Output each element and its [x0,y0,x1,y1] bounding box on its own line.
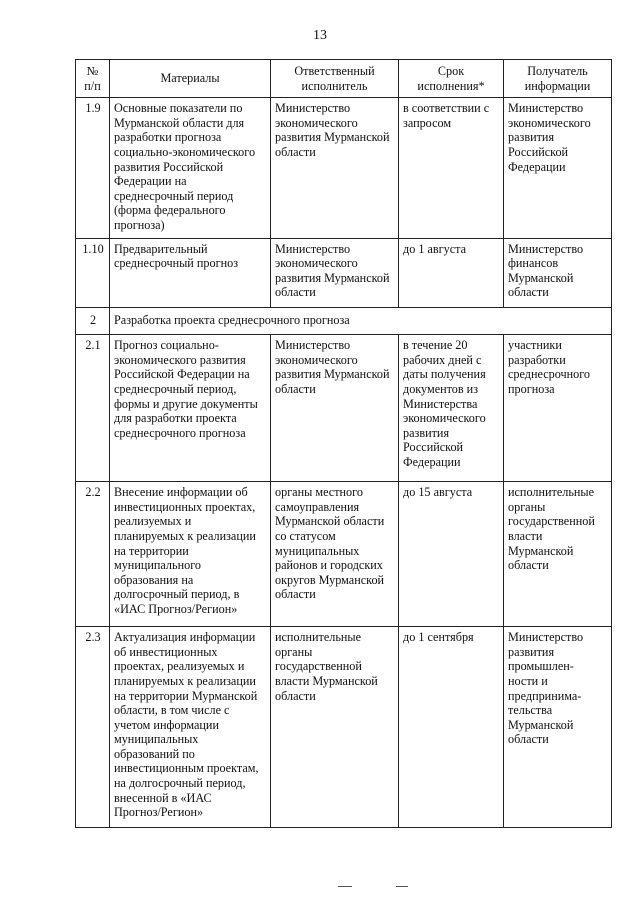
row-recipient: исполнительные органы государственной власти Мурманской области [504,482,612,627]
scan-mark [338,886,352,887]
row-deadline: в соответствии с запросом [399,98,504,238]
row-material: Прогноз социально- экономического развития Российской Федерации на среднесрочный период, формы и другие документы для разработки проекта среднесрочного прогноза [110,335,271,482]
row-material: Актуализация информации об инвестиционных проектах, реализуемых и планируемых к реализации на территории Мурманской области, в том числе с учетом информации муниципальных образований по инвестиционным проектам, на долгосрочный период, внесенной в «ИАС Прогноз/Регион» [110,627,271,828]
table-header-row [76,60,612,98]
header-executor: Ответственный исполнитель [271,60,399,98]
row-deadline: до 1 сентября [399,627,504,828]
section-row [76,307,612,335]
scan-marks [338,886,488,888]
table-row [76,335,612,482]
row-recipient: Министерство экономического развития Российской Федерации [504,98,612,238]
row-deadline: в течение 20 рабочих дней с даты получения документов из Министерства экономического развития Российской Федерации [399,335,504,482]
row-number: 2.2 [76,482,110,627]
page-number: 13 [313,28,327,43]
section-number: 2 [76,307,110,335]
materials-table [75,59,612,828]
row-recipient: Министерство развития промышлен- ности и предпринима- тельства Мурманской области [504,627,612,828]
row-material: Предварительный среднесрочный прогноз [110,238,271,307]
table-row [76,627,612,828]
table-row [76,238,612,307]
header-deadline: Срок исполнения* [399,60,504,98]
row-executor: Министерство экономического развития Мурманской области [271,98,399,238]
row-deadline: до 15 августа [399,482,504,627]
row-number: 2.3 [76,627,110,828]
row-executor: Министерство экономического развития Мурманской области [271,238,399,307]
row-number: 1.10 [76,238,110,307]
row-recipient: участники разработки среднесрочного прогноза [504,335,612,482]
row-executor: органы местного самоуправления Мурманской области со статусом муниципальных районов и городских округов Мурманской области [271,482,399,627]
section-title: Разработка проекта среднесрочного прогноза [110,307,612,335]
header-materials: Материалы [110,60,271,98]
row-material: Основные показатели по Мурманской области для разработки прогноза социально-экономического развития Российской Федерации на среднесрочный период (форма федерального прогноза) [110,98,271,238]
scan-mark [396,886,408,887]
row-number: 1.9 [76,98,110,238]
table-row [76,98,612,238]
table-row [76,482,612,627]
header-number: № п/п [76,60,110,98]
row-executor: Министерство экономического развития Мурманской области [271,335,399,482]
header-recipient: Получатель информации [504,60,612,98]
row-executor: исполнительные органы государственной власти Мурманской области [271,627,399,828]
row-deadline: до 1 августа [399,238,504,307]
row-material: Внесение информации об инвестиционных проектах, реализуемых и планируемых к реализации на территории муниципального образования на долгосрочный период, в «ИАС Прогноз/Регион» [110,482,271,627]
row-recipient: Министерство финансов Мурманской области [504,238,612,307]
row-number: 2.1 [76,335,110,482]
